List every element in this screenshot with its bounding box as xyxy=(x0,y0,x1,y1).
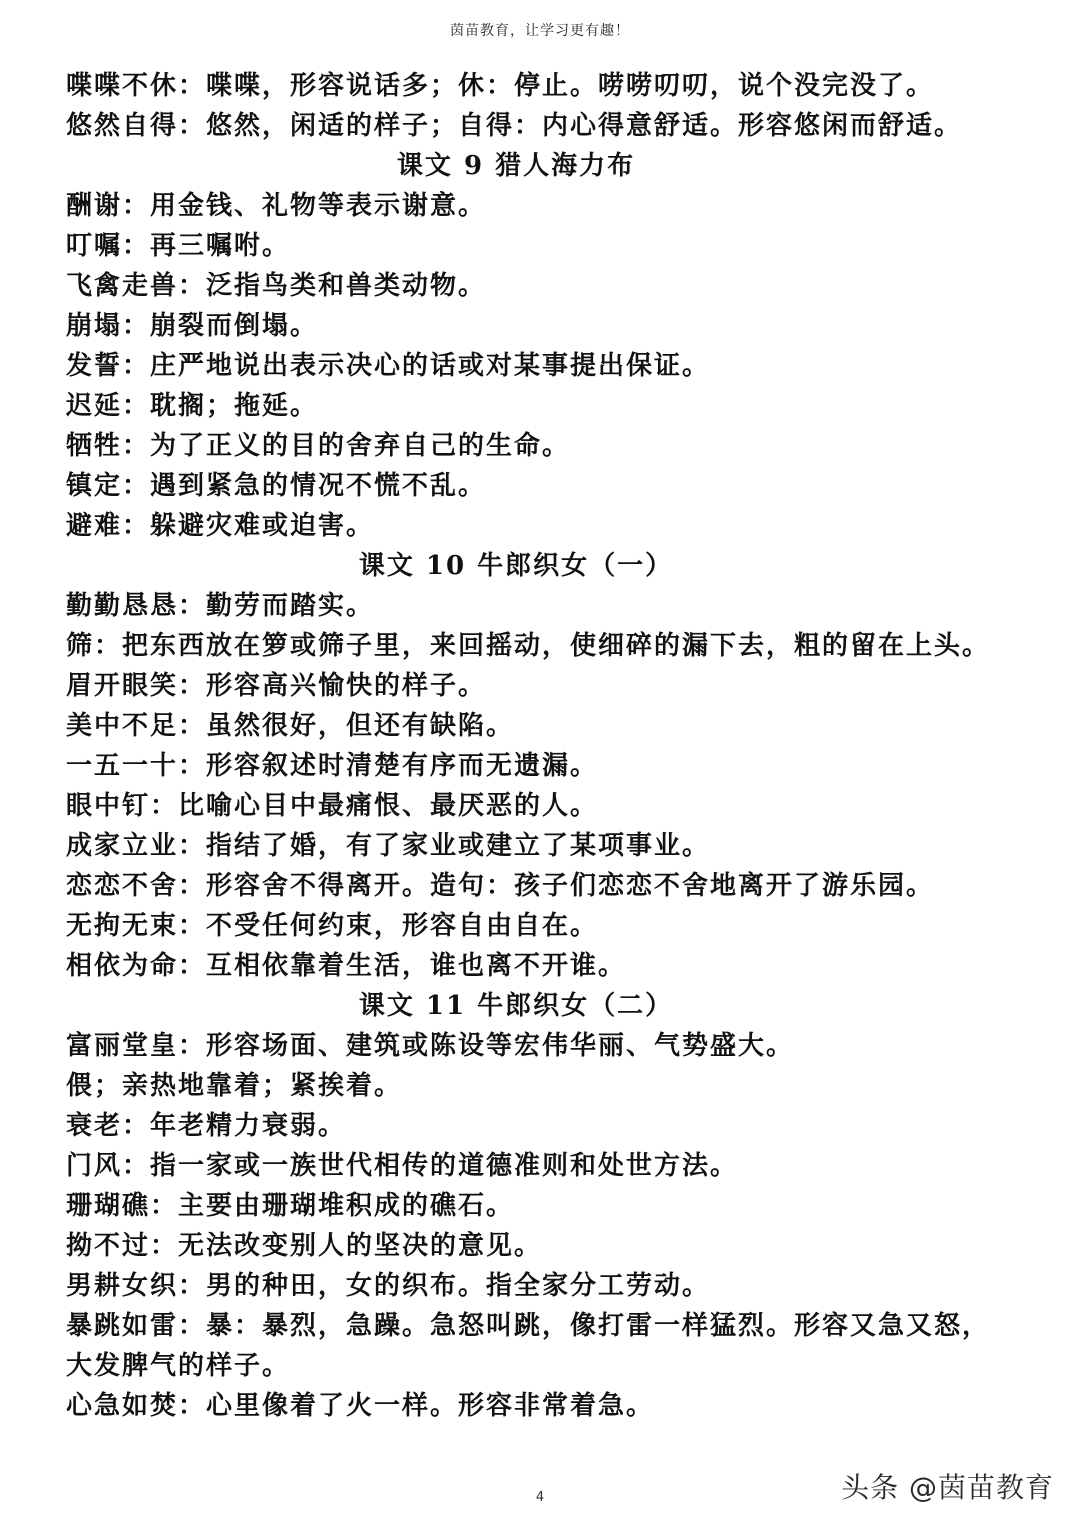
text-line: 暴跳如雷：暴：暴烈，急躁。急怒叫跳，像打雷一样猛烈。形容又急又怒， xyxy=(66,1311,991,1341)
text-line: 牺牲：为了正义的目的舍弃自己的生命。 xyxy=(66,431,571,461)
text-line: 拗不过：无法改变别人的坚决的意见。 xyxy=(66,1231,543,1261)
text-line: 酬谢：用金钱、礼物等表示谢意。 xyxy=(66,191,487,221)
text-line: 相依为命：互相依靠着生活，谁也离不开谁。 xyxy=(66,951,627,981)
text-line: 眼中钉：比喻心目中最痛恨、最厌恶的人。 xyxy=(66,791,599,821)
text-line: 勤勤恳恳：勤劳而踏实。 xyxy=(66,591,375,621)
text-line: 迟延：耽搁；拖延。 xyxy=(66,391,319,421)
section-heading: 课文 10 牛郎织女（一） xyxy=(358,551,674,581)
text-line: 衰老：年老精力衰弱。 xyxy=(66,1111,347,1141)
text-line: 镇定：遇到紧急的情况不慌不乱。 xyxy=(66,471,487,501)
text-line: 心急如焚：心里像着了火一样。形容非常着急。 xyxy=(66,1391,655,1421)
section-heading: 课文 11 牛郎织女（二） xyxy=(358,991,674,1021)
text-line: 男耕女织：男的种田，女的织布。指全家分工劳动。 xyxy=(66,1271,711,1301)
text-line: 富丽堂皇：形容场面、建筑或陈设等宏伟华丽、气势盛大。 xyxy=(66,1031,795,1061)
text-line: 珊瑚礁：主要由珊瑚堆积成的礁石。 xyxy=(66,1191,515,1221)
text-line: 发誓：庄严地说出表示决心的话或对某事提出保证。 xyxy=(66,351,711,381)
page-header: 茵苗教育，让学习更有趣！ xyxy=(450,23,630,39)
text-line: 偎；亲热地靠着；紧挨着。 xyxy=(66,1071,403,1101)
text-line: 成家立业：指结了婚，有了家业或建立了某项事业。 xyxy=(66,831,711,861)
text-line: 飞禽走兽：泛指鸟类和兽类动物。 xyxy=(66,271,487,301)
section-heading: 课文 9 猎人海力布 xyxy=(396,151,636,181)
text-line: 避难：躲避灾难或迫害。 xyxy=(66,511,375,541)
text-line: 崩塌：崩裂而倒塌。 xyxy=(66,311,319,341)
page-number: 4 xyxy=(535,1490,545,1505)
text-line: 筛：把东西放在箩或筛子里，来回摇动，使细碎的漏下去，粗的留在上头。 xyxy=(66,631,991,661)
text-line: 叮嘱：再三嘱咐。 xyxy=(66,231,291,261)
text-line: 大发脾气的样子。 xyxy=(66,1351,291,1381)
watermark: 头条 @茵苗教育 xyxy=(841,1471,1054,1504)
text-line: 一五一十：形容叙述时清楚有序而无遗漏。 xyxy=(66,751,599,781)
text-line: 眉开眼笑：形容高兴愉快的样子。 xyxy=(66,671,487,701)
page-content xyxy=(66,66,1026,1426)
text-line: 门风：指一家或一族世代相传的道德准则和处世方法。 xyxy=(66,1151,739,1181)
text-line: 无拘无束：不受任何约束，形容自由自在。 xyxy=(66,911,599,941)
text-line: 美中不足：虽然很好，但还有缺陷。 xyxy=(66,711,515,741)
text-line: 恋恋不舍：形容舍不得离开。造句：孩子们恋恋不舍地离开了游乐园。 xyxy=(66,871,935,901)
text-line: 悠然自得：悠然，闲适的样子；自得：内心得意舒适。形容悠闲而舒适。 xyxy=(66,111,963,141)
text-line: 喋喋不休：喋喋，形容说话多；休：停止。唠唠叨叨，说个没完没了。 xyxy=(66,71,935,101)
